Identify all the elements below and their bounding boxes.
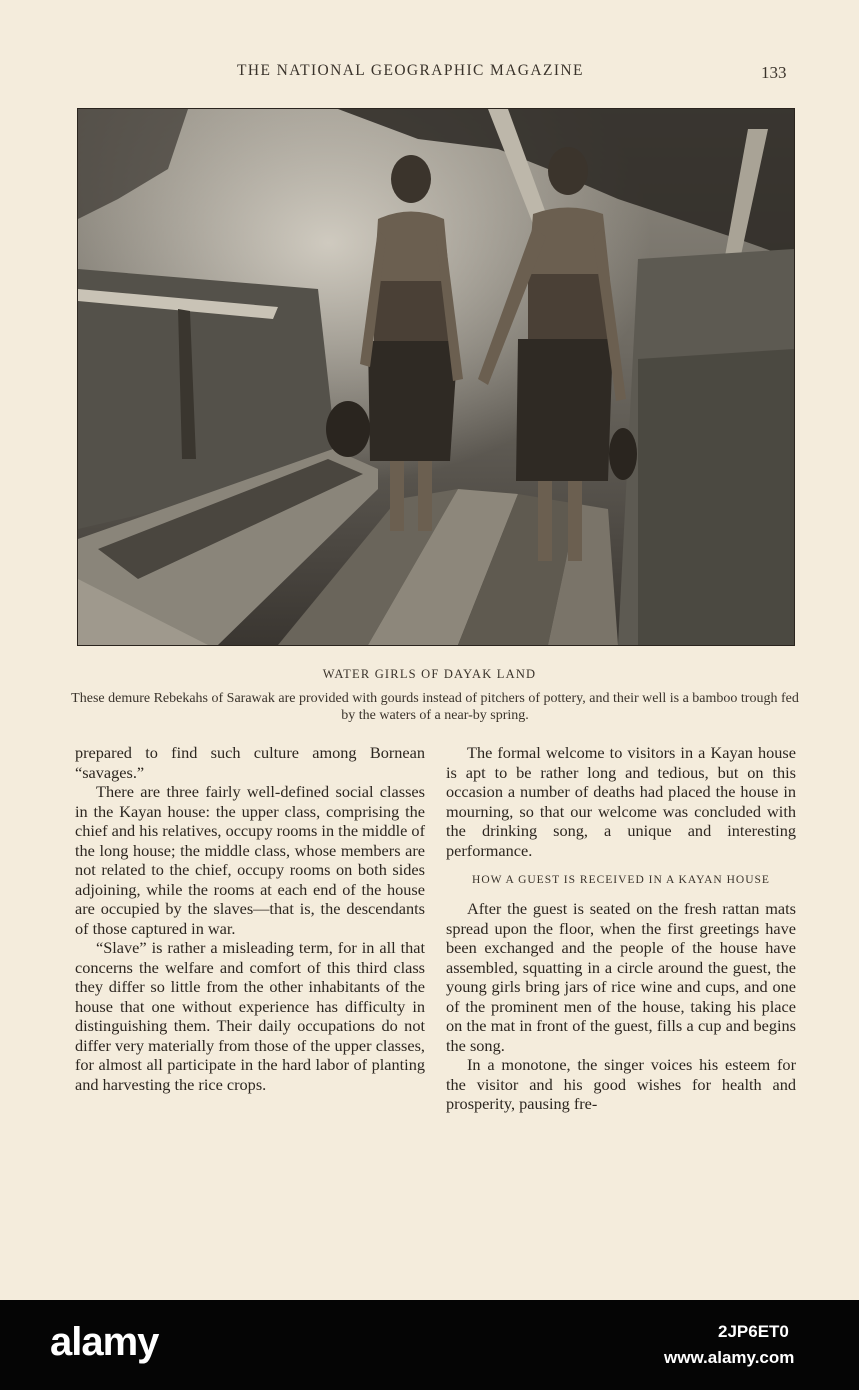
running-head	[0, 62, 859, 84]
right-paragraph-2: After the guest is seated on the fresh rattan mats spread upon the floor, when the first greetings have been exchanged and the people of the house have assembled, squatting in a circle around the guest, the young girls bring jars of rice wine and cups, and one of the prominent men of the house, taking his place on the mat in front of the guest, fills a cup and begins the song.	[446, 899, 796, 1055]
section-subheading: HOW A GUEST IS RECEIVED IN A KAYAN HOUSE	[472, 874, 770, 886]
photograph	[77, 108, 795, 646]
left-paragraph-1: prepared to find such culture among Bornean “savages.”	[75, 743, 425, 782]
magazine-title: THE NATIONAL GEOGRAPHIC MAGAZINE	[237, 62, 584, 79]
water-girls-photo	[78, 109, 794, 645]
right-column	[446, 743, 796, 1114]
left-column	[75, 743, 425, 1094]
image-id: 2JP6ET0	[718, 1322, 789, 1341]
page-number: 133	[761, 63, 787, 82]
watermark-bar	[0, 1300, 859, 1390]
right-paragraph-3: In a monotone, the singer voices his esteem for the visitor and his good wishes for health and prosperity, pausing fre-	[446, 1055, 796, 1113]
photo-caption-body: These demure Rebekahs of Sarawak are provided with gourds instead of pitchers of pottery, and their well is a bamboo trough fed by the waters of a near-by spring.	[71, 691, 799, 723]
left-paragraph-3: “Slave” is rather a misleading term, for in all that concerns the welfare and comfort of this third class they differ so little from the other inhabitants of the house that one without experience has difficulty in distinguishing them. Their daily occupations do not differ very materially from those of the upper classes, for almost all participate in the hard labor of planting and harvesting the rice crops.	[75, 938, 425, 1094]
site-url: www.alamy.com	[664, 1348, 795, 1367]
left-paragraph-2: There are three fairly well-defined social classes in the Kayan house: the upper class, comprising the chief and his relatives, occupy rooms in the middle of the long house; the middle class, whose members are not related to the chief, occupy rooms on both sides adjoining, while the rooms at each end of the house are occupied by the slaves—that is, the descendants of those captured in war.	[75, 782, 425, 938]
alamy-logo: alamy	[50, 1320, 159, 1364]
photo-caption-title: WATER GIRLS OF DAYAK LAND	[322, 667, 537, 681]
right-paragraph-1: The formal welcome to visitors in a Kayan house is apt to be rather long and tedious, but on this occasion a number of deaths had placed the house in mourning, so that our welcome was concluded with the drinking song, a unique and interesting performance.	[446, 743, 796, 860]
